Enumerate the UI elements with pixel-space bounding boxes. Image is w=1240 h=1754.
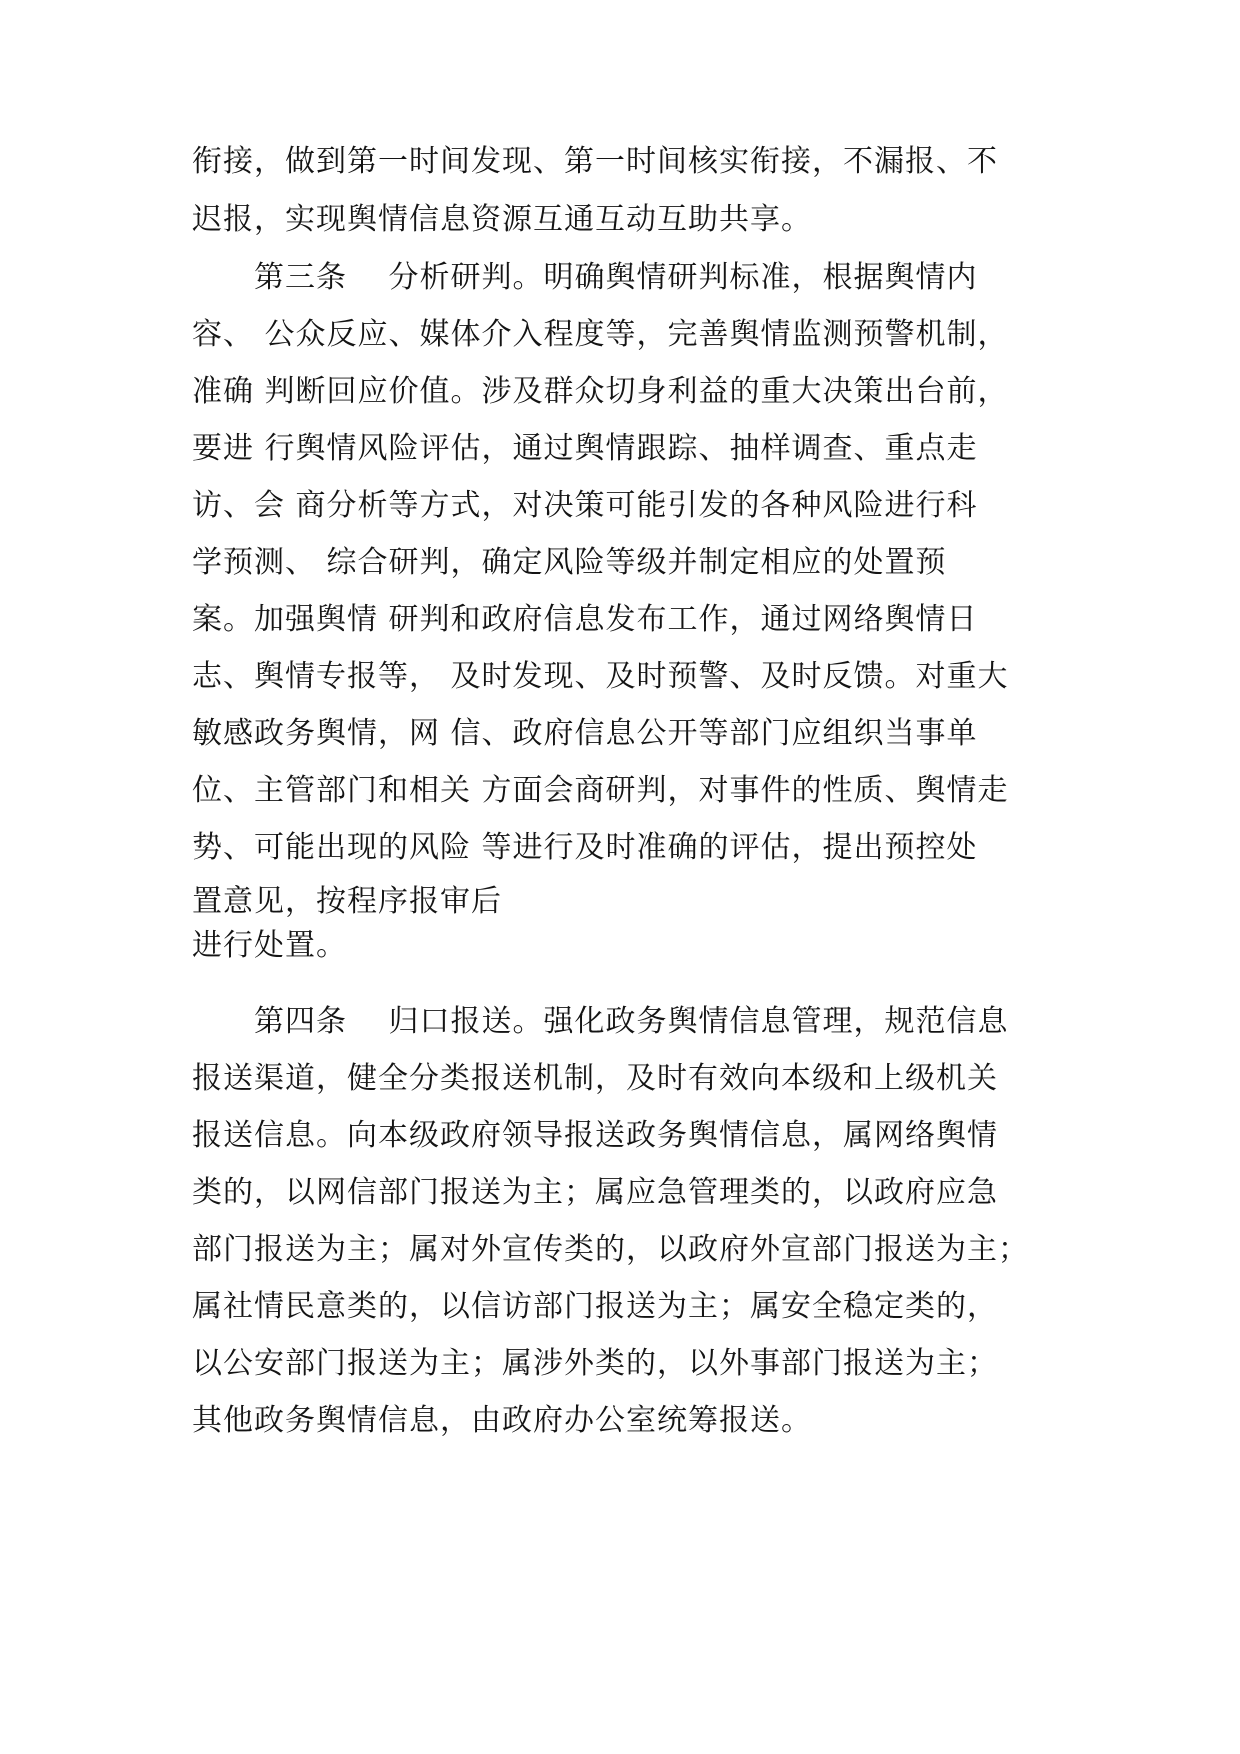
text-line: 敏感政务舆情，网 信、政府信息公开等部门应组织当事单 <box>192 716 978 751</box>
text-line: 类的，以网信部门报送为主；属应急管理类的，以政府应急 <box>192 1175 998 1210</box>
text-line: 访、会 商分析等方式，对决策可能引发的各种风险进行科 <box>192 488 978 523</box>
text-line: 报送渠道，健全分类报送机制，及时有效向本级和上级机关 <box>192 1061 998 1096</box>
text-line: 属社情民意类的，以信访部门报送为主；属安全稳定类的， <box>192 1289 998 1324</box>
text-line: 案。加强舆情 研判和政府信息发布工作，通过网络舆情日 <box>192 602 978 637</box>
text-line: 要进 行舆情风险评估，通过舆情跟踪、抽样调查、重点走 <box>192 431 978 466</box>
text-line: 第四条 归口报送。强化政务舆情信息管理，规范信息 <box>192 1004 1009 1039</box>
text-line: 学预测、 综合研判，确定风险等级并制定相应的处置预 <box>192 545 947 580</box>
text-line: 其他政务舆情信息，由政府办公室统筹报送。 <box>192 1403 812 1438</box>
text-line: 部门报送为主；属对外宣传类的，以政府外宣部门报送为主； <box>192 1232 1029 1267</box>
text-line: 志、舆情专报等， 及时发现、及时预警、及时反馈。对重大 <box>192 659 1009 694</box>
text-line: 准确 判断回应价值。涉及群众切身利益的重大决策出台前， <box>192 374 1009 409</box>
text-line: 置意见，按程序报审后 <box>192 884 502 919</box>
text-line: 报送信息。向本级政府领导报送政务舆情信息，属网络舆情 <box>192 1118 998 1153</box>
text-line: 势、可能出现的风险 等进行及时准确的评估，提出预控处 <box>192 830 978 865</box>
text-line: 第三条 分析研判。明确舆情研判标准，根据舆情内 <box>192 260 978 295</box>
text-line: 以公安部门报送为主；属涉外类的，以外事部门报送为主； <box>192 1346 998 1381</box>
text-line: 进行处置。 <box>192 928 347 963</box>
text-line: 容、 公众反应、媒体介入程度等，完善舆情监测预警机制， <box>192 317 1009 352</box>
text-line: 迟报，实现舆情信息资源互通互动互助共享。 <box>192 202 812 237</box>
text-line: 衔接，做到第一时间发现、第一时间核实衔接，不漏报、不 <box>192 144 998 179</box>
text-line: 位、主管部门和相关 方面会商研判，对事件的性质、舆情走 <box>192 773 1009 808</box>
